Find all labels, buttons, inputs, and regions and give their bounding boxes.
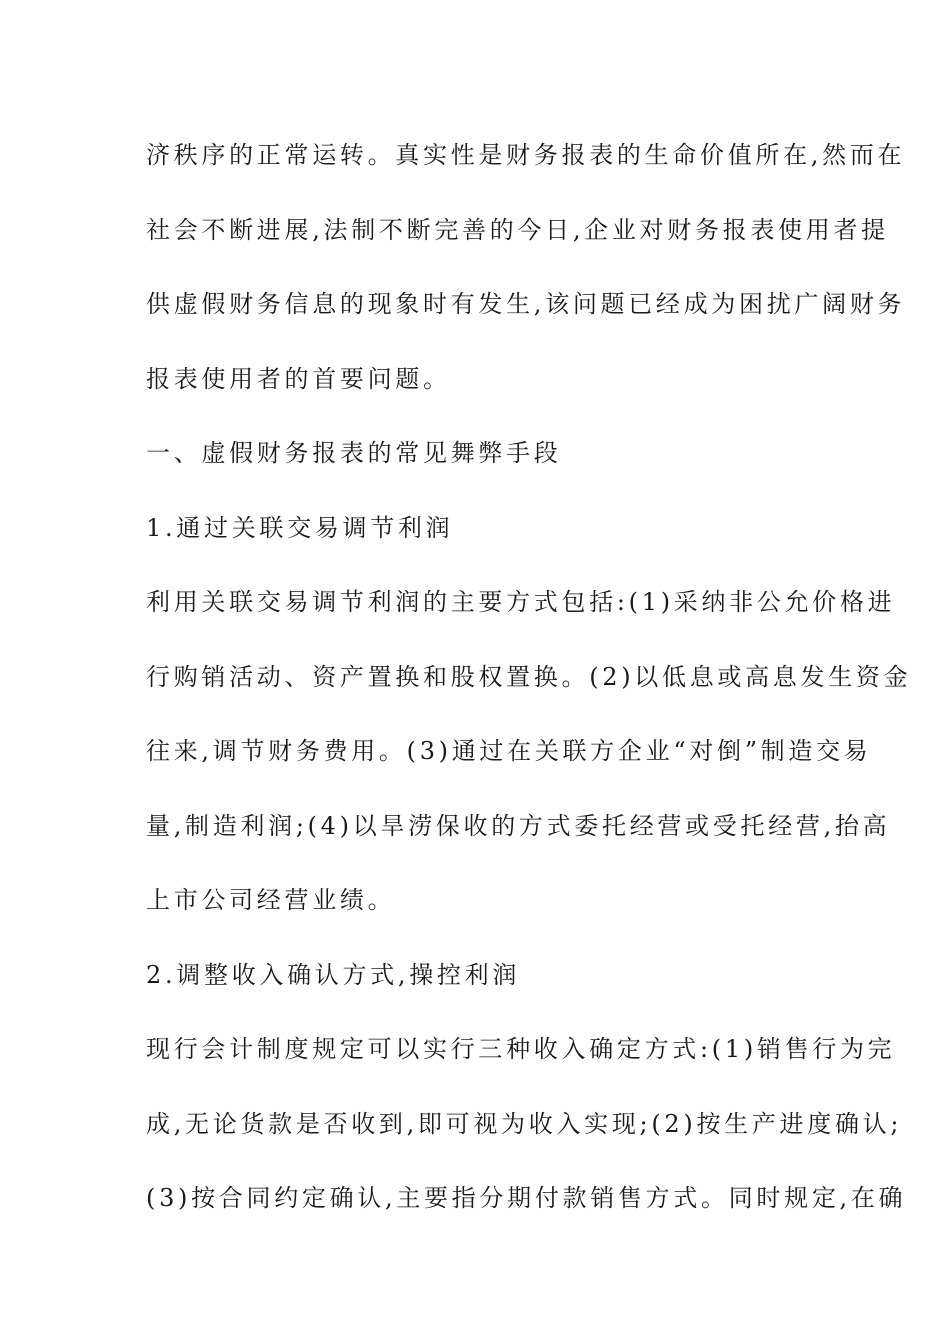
subsection-heading: 1.通过关联交易调节利润 [146,513,454,542]
paragraph-line: 量,制造利润;(4)以旱涝保收的方式委托经营或受托经营,抬高 [146,811,891,840]
paragraph-line: 供虚假财务信息的现象时有发生,该问题已经成为困扰广阔财务 [146,290,906,318]
paragraph-line: 社会不断进展,法制不断完善的今日,企业对财务报表使用者提 [146,215,889,244]
subsection-heading: 2.调整收入确认方式,操控利润 [146,960,521,989]
paragraph-line: 上市公司经营业绩。 [146,886,396,914]
paragraph-line: 利用关联交易调节利润的主要方式包括:(1)采纳非公允价格进 [146,588,896,616]
paragraph-line: 现行会计制度规定可以实行三种收入确定方式:(1)销售行为完 [146,1035,896,1063]
paragraph-line: 往来,调节财务费用。(3)通过在关联方企业“对倒”制造交易 [146,737,872,765]
paragraph-line: 行购销活动、资产置换和股权置换。(2)以低息或高息发生资金 [146,662,912,691]
section-heading: 一、虚假财务报表的常见舞弊手段 [146,439,562,467]
paragraph-line: (3)按合同约定确认,主要指分期付款销售方式。同时规定,在确 [146,1184,907,1212]
document-body [146,130,912,1248]
paragraph-line: 济秩序的正常运转。真实性是财务报表的生命价值所在,然而在 [146,141,906,169]
paragraph-line: 成,无论货款是否收到,即可视为收入实现;(2)按生产进度确认; [146,1109,903,1138]
paragraph-line: 报表使用者的首要问题。 [146,364,451,393]
